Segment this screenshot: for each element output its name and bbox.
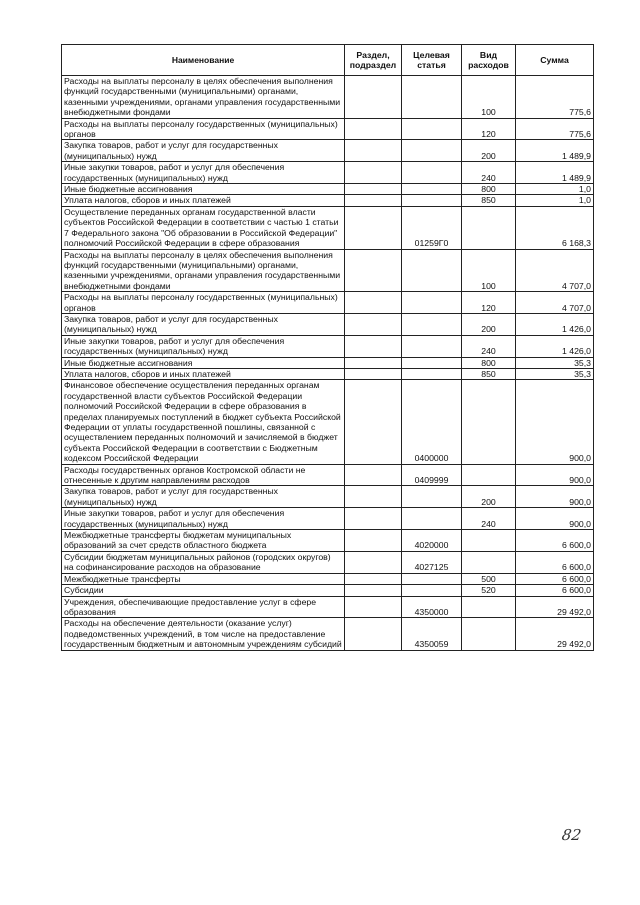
row-target-cell: 0400000 — [402, 380, 462, 464]
row-target-cell — [402, 249, 462, 292]
row-section-cell — [345, 335, 402, 357]
page-number: 82 — [560, 826, 583, 844]
row-name-cell: Расходы на выплаты персоналу в целях обеспечения выполнения функций государственными (муниципальными) органами, казенными учреждениями, органами управления государственными внебюджетными фондами — [62, 76, 345, 119]
row-target-cell — [402, 486, 462, 508]
table-row — [62, 162, 594, 184]
row-sum-cell: 900,0 — [516, 464, 594, 486]
row-target-cell — [402, 335, 462, 357]
row-kind-cell: 850 — [462, 368, 516, 379]
row-target-cell: 4020000 — [402, 530, 462, 552]
table-row — [62, 380, 594, 464]
row-section-cell — [345, 195, 402, 206]
row-target-cell — [402, 357, 462, 368]
row-sum-cell: 6 600,0 — [516, 530, 594, 552]
row-section-cell — [345, 292, 402, 314]
row-name-cell: Иные закупки товаров, работ и услуг для обеспечения государственных (муниципальных) нужд — [62, 508, 345, 530]
row-section-cell — [345, 162, 402, 184]
row-sum-cell: 35,3 — [516, 357, 594, 368]
row-section-cell — [345, 368, 402, 379]
row-section-cell — [345, 530, 402, 552]
row-name-cell: Субсидии бюджетам муниципальных районов (городских округов) на софинансирование расходов на образование — [62, 551, 345, 573]
row-sum-cell: 6 600,0 — [516, 551, 594, 573]
row-section-cell — [345, 551, 402, 573]
table-row — [62, 195, 594, 206]
table-body — [62, 76, 594, 651]
row-sum-cell: 1,0 — [516, 184, 594, 195]
row-kind-cell: 240 — [462, 335, 516, 357]
row-name-cell: Уплата налогов, сборов и иных платежей — [62, 368, 345, 379]
table-header-row — [62, 45, 594, 76]
row-kind-cell: 800 — [462, 357, 516, 368]
row-name-cell: Закупка товаров, работ и услуг для государственных (муниципальных) нужд — [62, 140, 345, 162]
row-name-cell: Расходы на выплаты персоналу государственных (муниципальных) органов — [62, 292, 345, 314]
row-name-cell: Расходы на выплаты персоналу в целях обеспечения выполнения функций государственными (муниципальными) органами, казенными учреждениями, органами управления государственными внебюджетными фондами — [62, 249, 345, 292]
row-name-cell: Иные закупки товаров, работ и услуг для обеспечения государственных (муниципальных) нужд — [62, 335, 345, 357]
row-kind-cell — [462, 530, 516, 552]
row-target-cell — [402, 195, 462, 206]
row-sum-cell: 1 489,9 — [516, 162, 594, 184]
row-name-cell: Иные бюджетные ассигнования — [62, 184, 345, 195]
row-section-cell — [345, 508, 402, 530]
header-sum: Сумма — [516, 45, 594, 76]
header-kind: Вид расходов — [462, 45, 516, 76]
row-target-cell — [402, 118, 462, 140]
table-row — [62, 357, 594, 368]
table-row — [62, 573, 594, 584]
row-sum-cell: 35,3 — [516, 368, 594, 379]
table-row — [62, 313, 594, 335]
row-kind-cell: 240 — [462, 162, 516, 184]
row-section-cell — [345, 596, 402, 618]
row-sum-cell: 1 489,9 — [516, 140, 594, 162]
row-sum-cell: 1,0 — [516, 195, 594, 206]
table-row — [62, 206, 594, 249]
row-section-cell — [345, 206, 402, 249]
table-row — [62, 585, 594, 596]
table-row — [62, 508, 594, 530]
row-target-cell — [402, 585, 462, 596]
row-name-cell: Межбюджетные трансферты бюджетам муниципальных образований за счет средств областного бюджета — [62, 530, 345, 552]
table-row — [62, 140, 594, 162]
row-kind-cell: 800 — [462, 184, 516, 195]
row-section-cell — [345, 313, 402, 335]
row-kind-cell: 240 — [462, 508, 516, 530]
row-kind-cell: 120 — [462, 118, 516, 140]
row-section-cell — [345, 618, 402, 650]
row-sum-cell: 29 492,0 — [516, 618, 594, 650]
row-kind-cell — [462, 618, 516, 650]
table-row — [62, 118, 594, 140]
table-row — [62, 184, 594, 195]
row-kind-cell: 850 — [462, 195, 516, 206]
row-target-cell — [402, 508, 462, 530]
row-target-cell — [402, 368, 462, 379]
row-name-cell: Иные закупки товаров, работ и услуг для обеспечения государственных (муниципальных) нужд — [62, 162, 345, 184]
row-sum-cell: 775,6 — [516, 118, 594, 140]
table-row — [62, 486, 594, 508]
row-name-cell: Уплата налогов, сборов и иных платежей — [62, 195, 345, 206]
row-target-cell: 4350059 — [402, 618, 462, 650]
row-sum-cell: 900,0 — [516, 486, 594, 508]
row-name-cell: Субсидии — [62, 585, 345, 596]
row-target-cell — [402, 292, 462, 314]
row-name-cell: Расходы на выплаты персоналу государственных (муниципальных) органов — [62, 118, 345, 140]
row-target-cell — [402, 162, 462, 184]
row-target-cell — [402, 313, 462, 335]
row-kind-cell: 200 — [462, 313, 516, 335]
row-kind-cell — [462, 380, 516, 464]
row-kind-cell — [462, 464, 516, 486]
table-row — [62, 551, 594, 573]
row-kind-cell: 500 — [462, 573, 516, 584]
row-name-cell: Учреждения, обеспечивающие предоставление услуг в сфере образования — [62, 596, 345, 618]
row-kind-cell: 100 — [462, 249, 516, 292]
row-sum-cell: 900,0 — [516, 380, 594, 464]
row-name-cell: Межбюджетные трансферты — [62, 573, 345, 584]
row-target-cell — [402, 573, 462, 584]
row-sum-cell: 1 426,0 — [516, 313, 594, 335]
budget-table — [61, 44, 594, 651]
row-target-cell: 0409999 — [402, 464, 462, 486]
row-sum-cell: 1 426,0 — [516, 335, 594, 357]
row-name-cell: Расходы на обеспечение деятельности (оказание услуг) подведомственных учреждений, в том числе на предоставление государственным бюджетным и автономным учреждениям субсидий — [62, 618, 345, 650]
row-section-cell — [345, 118, 402, 140]
row-name-cell: Финансовое обеспечение осуществления переданных органам государственной власти субъектов Российской Федерации полномочий Российской Федерации в сфере образования в пределах планируемых поступлений в бюджет субъекта Российской Федерации от уплаты государственной пошлины, связанной с осуществлением переданных полномочий и зачисляемой в бюджет субъекта Российской Федерации в соответствии с Бюджетным кодексом Российской Федерации — [62, 380, 345, 464]
row-sum-cell: 4 707,0 — [516, 249, 594, 292]
row-name-cell: Иные бюджетные ассигнования — [62, 357, 345, 368]
row-sum-cell: 29 492,0 — [516, 596, 594, 618]
row-target-cell: 01259Г0 — [402, 206, 462, 249]
row-section-cell — [345, 249, 402, 292]
row-sum-cell: 900,0 — [516, 508, 594, 530]
row-section-cell — [345, 184, 402, 195]
header-target: Целевая статья — [402, 45, 462, 76]
row-section-cell — [345, 464, 402, 486]
row-target-cell — [402, 184, 462, 195]
table-row — [62, 249, 594, 292]
row-kind-cell — [462, 551, 516, 573]
row-section-cell — [345, 76, 402, 119]
row-kind-cell — [462, 206, 516, 249]
table-row — [62, 530, 594, 552]
table-row — [62, 335, 594, 357]
row-name-cell: Закупка товаров, работ и услуг для государственных (муниципальных) нужд — [62, 313, 345, 335]
table-row — [62, 464, 594, 486]
table-row — [62, 618, 594, 650]
row-sum-cell: 6 600,0 — [516, 585, 594, 596]
table-row — [62, 76, 594, 119]
row-sum-cell: 6 168,3 — [516, 206, 594, 249]
table-row — [62, 596, 594, 618]
row-target-cell — [402, 140, 462, 162]
row-name-cell: Закупка товаров, работ и услуг для государственных (муниципальных) нужд — [62, 486, 345, 508]
row-section-cell — [345, 486, 402, 508]
row-section-cell — [345, 585, 402, 596]
row-kind-cell: 520 — [462, 585, 516, 596]
row-sum-cell: 775,6 — [516, 76, 594, 119]
row-kind-cell: 100 — [462, 76, 516, 119]
row-target-cell: 4350000 — [402, 596, 462, 618]
row-section-cell — [345, 140, 402, 162]
row-section-cell — [345, 573, 402, 584]
row-kind-cell: 200 — [462, 140, 516, 162]
row-section-cell — [345, 380, 402, 464]
row-sum-cell: 4 707,0 — [516, 292, 594, 314]
table-row — [62, 368, 594, 379]
row-target-cell: 4027125 — [402, 551, 462, 573]
header-name: Наименование — [62, 45, 345, 76]
header-section: Раздел, подраздел — [345, 45, 402, 76]
row-kind-cell: 200 — [462, 486, 516, 508]
row-kind-cell: 120 — [462, 292, 516, 314]
row-section-cell — [345, 357, 402, 368]
row-name-cell: Осуществление переданных органам государственной власти субъектов Российской Федерации в соответствии с частью 1 статьи 7 Федерального закона "Об образовании в Российской Федерации" полномочий Российской Федерации в сфере образования — [62, 206, 345, 249]
row-kind-cell — [462, 596, 516, 618]
table-row — [62, 292, 594, 314]
row-name-cell: Расходы государственных органов Костромской области не отнесенные к другим направлениям расходов — [62, 464, 345, 486]
row-sum-cell: 6 600,0 — [516, 573, 594, 584]
row-target-cell — [402, 76, 462, 119]
